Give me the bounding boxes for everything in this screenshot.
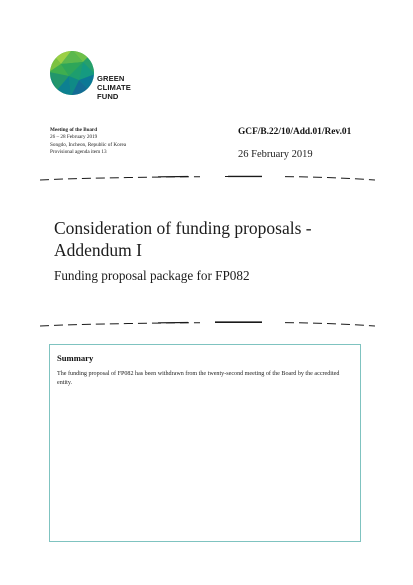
meeting-location: Songdo, Incheon, Republic of Korea <box>50 141 127 148</box>
document-reference: GCF/B.22/10/Add.01/Rev.01 <box>238 127 352 137</box>
meeting-info <box>50 127 126 156</box>
divider-rule-bottom <box>40 320 375 328</box>
page-title: Consideration of funding proposals - Addendum I <box>54 218 312 260</box>
meeting-title: Meeting of the Board <box>50 127 98 133</box>
logo-line-1: GREEN <box>97 74 125 83</box>
meeting-dates: 26 – 28 February 2019 <box>50 134 98 141</box>
meeting-agenda-item: Provisional agenda item 13 <box>50 148 107 155</box>
document-date: 26 February 2019 <box>238 149 313 160</box>
logo-wordmark <box>97 74 131 102</box>
globe-logo-icon <box>49 50 95 96</box>
summary-box <box>49 344 361 542</box>
logo-line-2: CLIMATE <box>97 83 131 93</box>
gcf-logo <box>49 50 149 110</box>
divider-rule-top <box>40 174 375 182</box>
page-subtitle: Funding proposal package for FP082 <box>54 268 250 283</box>
summary-body: The funding proposal of FP082 has been withdrawn from the twenty-second meeting of the Board by the accredited entity. <box>57 371 340 387</box>
summary-heading: Summary <box>57 353 94 363</box>
logo-line-3: FUND <box>97 92 119 102</box>
